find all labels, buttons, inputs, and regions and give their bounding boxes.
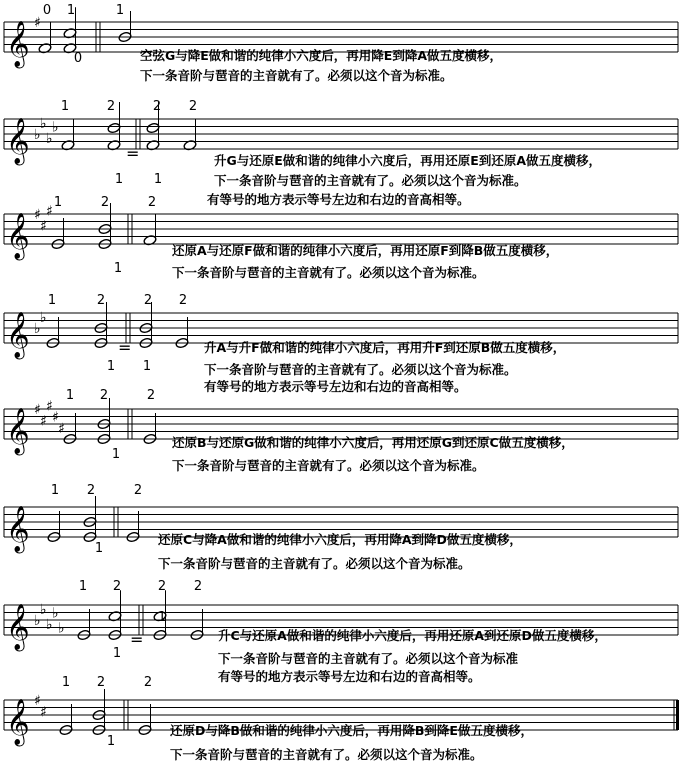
key-signature-accidental: ♯	[46, 203, 53, 220]
caption-line: 还原C与降A做和谐的纯律小六度后，再用降A到降D做五度横移，	[158, 532, 522, 547]
staff-row	[4, 99, 678, 207]
key-signature-accidental: ♯	[34, 207, 41, 223]
key-signature-accidental: ♭	[52, 605, 59, 622]
key-signature-accidental: ♭	[46, 616, 53, 633]
treble-clef-icon: 𝄞	[6, 213, 30, 259]
caption-line: 下一条音阶与琶音的主音就有了。必须以这个音为标准。	[170, 747, 483, 762]
caption-line: 空弦G与降E做和谐的纯律小六度后，再用降E到降A做五度横移，	[140, 48, 503, 63]
key-signature-accidental: ♯	[40, 413, 47, 430]
fingering-number: 2	[96, 675, 106, 690]
caption-line: 还原B与还原G做和谐的纯律小六度后，再用还原G到还原C做五度横移，	[172, 435, 574, 450]
caption-line: 有等号的地方表示等号左边和右边的音高相等。	[218, 669, 481, 684]
fingering-number: 1	[50, 483, 60, 498]
equal-sign: =	[130, 630, 144, 649]
fingering-number: 2	[96, 293, 106, 308]
key-signature-accidental: ♭	[34, 127, 41, 143]
staff-row	[4, 388, 678, 473]
caption-line: 升G与还原E做和谐的纯律小六度后，再用还原E到还原A做五度横移，	[214, 153, 602, 168]
fingering-number-below: 1	[106, 359, 116, 374]
fingering-number-below: 1	[113, 261, 123, 276]
treble-clef-icon: 𝄞	[6, 312, 30, 358]
fingering-number: 2	[188, 99, 198, 114]
caption-line: 有等号的地方表示等号左边和右边的音高相等。	[204, 379, 467, 394]
fingering-number: 1	[47, 293, 57, 308]
key-signature-accidental: ♯	[34, 15, 41, 31]
fingering-number: 2	[86, 483, 96, 498]
fingering-number: 2	[143, 675, 153, 690]
fingering-number: 2	[143, 293, 153, 308]
staff-row	[4, 675, 679, 762]
fingering-number: 1	[78, 579, 88, 594]
caption-line: 下一条音阶与琶音的主音就有了。必须以这个音为标准。	[204, 362, 517, 377]
fingering-number: 2	[193, 579, 203, 594]
caption-line: 下一条音阶与琶音的主音就有了。必须以这个音为标准。	[158, 556, 471, 571]
key-signature-accidental: ♭	[34, 321, 41, 337]
fingering-number-below: 1	[111, 447, 121, 462]
caption-line: 升A与升F做和谐的纯律小六度后，再用升F到还原B做五度横移，	[204, 340, 566, 355]
treble-clef-icon: 𝄞	[6, 21, 30, 67]
treble-clef-icon: 𝄞	[6, 699, 30, 745]
fingering-number-below: 1	[142, 359, 152, 374]
key-signature-accidental: ♭	[46, 130, 53, 147]
half-note	[107, 122, 121, 134]
fingering-number-below: 1	[112, 646, 122, 661]
fingering-number: 1	[66, 3, 76, 18]
key-signature-accidental: ♯	[40, 704, 47, 721]
key-signature-accidental: ♯	[34, 693, 41, 709]
treble-clef-icon: 𝄞	[6, 408, 30, 454]
staff-row	[4, 483, 678, 571]
treble-clef-icon: 𝄞	[6, 604, 30, 650]
caption-line: 升C与还原A做和谐的纯律小六度后，再用还原A到还原D做五度横移，	[218, 628, 607, 643]
staff-row	[4, 195, 678, 280]
equal-sign: =	[126, 144, 140, 163]
final-barline	[676, 700, 679, 730]
key-signature-accidental: ♭	[40, 601, 47, 618]
caption-line: 下一条音阶与琶音的主音就有了。必须以这个音为标准。	[172, 265, 485, 280]
caption-line: 还原A与还原F做和谐的纯律小六度后，再用还原F到降B做五度横移，	[172, 243, 559, 258]
fingering-number: 2	[178, 293, 188, 308]
caption-line: 下一条音阶与琶音的主音就有了。必须以这个音为标准。	[172, 458, 485, 473]
fingering-number-below: 1	[153, 172, 163, 187]
half-note	[146, 122, 160, 134]
fingering-number-below: 1	[114, 172, 124, 187]
key-signature-accidental: ♭	[52, 119, 59, 136]
fingering-number: 2	[152, 99, 162, 114]
key-signature-accidental: ♯	[58, 420, 65, 437]
fingering-number: 2	[99, 388, 109, 403]
treble-clef-icon: 𝄞	[6, 506, 30, 552]
fingering-number: 2	[133, 483, 143, 498]
fingering-number-below: 0	[73, 51, 83, 66]
fingering-number: 1	[61, 675, 71, 690]
fingering-number-below: 1	[106, 734, 116, 749]
fingering-number: 1	[65, 388, 75, 403]
key-signature-accidental: ♭	[34, 613, 41, 629]
fingering-number: 2	[146, 388, 156, 403]
key-signature-accidental: ♯	[40, 218, 47, 235]
fingering-number: 0	[42, 3, 52, 18]
caption-line: 还原D与降B做和谐的纯律小六度后，再用降B到降E做五度横移，	[170, 723, 533, 738]
key-signature-accidental: ♯	[46, 398, 53, 415]
fingering-number-below: 1	[94, 541, 104, 556]
fingering-number: 1	[53, 195, 63, 210]
key-signature-accidental: ♯	[34, 402, 41, 418]
key-signature-accidental: ♭	[40, 309, 47, 326]
treble-clef-icon: 𝄞	[6, 118, 30, 164]
fingering-number-below: 1	[157, 610, 167, 625]
key-signature-accidental: ♯	[52, 409, 59, 426]
caption-line: 下一条音阶与琶音的主音就有了。必须以这个音为标准	[218, 651, 519, 666]
fingering-number: 1	[115, 3, 125, 18]
caption-line: 下一条音阶与琶音的主音就有了。必须以这个音为标准。	[140, 68, 453, 83]
equal-sign: =	[118, 338, 132, 357]
staff-row	[4, 3, 678, 83]
caption-line: 下一条音阶与琶音的主音就有了。必须以这个音为标准。	[214, 173, 527, 188]
fingering-number: 1	[60, 99, 70, 114]
fingering-number: 2	[157, 579, 167, 594]
fingering-number: 2	[100, 195, 110, 210]
caption-line: 有等号的地方表示等号左边和右边的音高相等。	[207, 192, 470, 207]
key-signature-accidental: ♭	[40, 115, 47, 132]
staff-row	[4, 579, 678, 684]
fingering-number: 2	[106, 99, 116, 114]
fingering-number: 2	[147, 195, 157, 210]
fingering-number: 2	[112, 579, 122, 594]
key-signature-accidental: ♭	[58, 620, 65, 637]
staff-row	[4, 293, 678, 394]
